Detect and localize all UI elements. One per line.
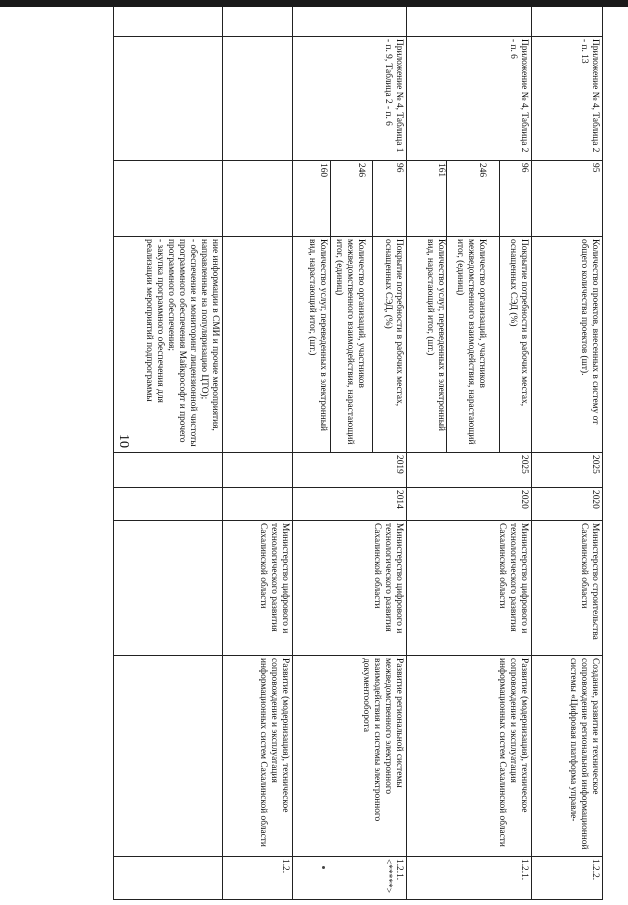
- indicator-text: Покрытие потребности в рабочих местах, оснащенных СЭД, (%): [383, 239, 404, 407]
- row-start-year: 2020: [519, 490, 529, 509]
- row-executor: Министерство цифрового и технологического развития Сахалинской области: [258, 523, 290, 634]
- column-boundary-rule: [113, 856, 602, 857]
- row-number: 1.2.: [280, 859, 290, 874]
- row-start-year: 2020: [590, 490, 600, 509]
- indicator-text: Количество услуг, переведенных в электронный вид, нарастающий итог, (шт.): [307, 239, 328, 432]
- row-reference: Приложение № 4, Таблица 2 - п. 13: [579, 39, 600, 153]
- indicator-text: Количество услуг, переведенных в электронный вид, нарастающий итог, (шт.): [424, 239, 446, 432]
- row-boundary-rule: [292, 7, 293, 900]
- column-boundary-rule: [113, 452, 602, 453]
- indicator-text: Количество организаций, участников межведомственного взаимодействия, нарастающий итог, (единиц): [455, 239, 488, 445]
- column-boundary-rule: [113, 520, 602, 521]
- row-reference: Приложение № 4, Таблица 2 - п. 6: [508, 39, 529, 153]
- row-executor: Министерство цифрового и технологического развития Сахалинской области: [497, 523, 529, 634]
- row-name: Развитие (модернизация), техническое сопровождение и эксплуатация информационных систем Сахалинской области: [258, 658, 290, 847]
- indicator-value: 95: [590, 163, 600, 173]
- column-boundary-rule: [113, 899, 602, 900]
- column-boundary-rule: [113, 36, 602, 37]
- column-boundary-rule: [113, 160, 602, 161]
- indicator-value: 160: [318, 163, 328, 178]
- indicator-text: Количество организаций, участников межведомственного взаимодействия, нарастающий итог, (единиц): [334, 239, 366, 445]
- row-number: 1.2.2.: [590, 859, 600, 881]
- subrow-rule: [330, 160, 331, 452]
- row-name: Развитие региональной системы межведомственного электронного взаимодействия и системы электронного документооборота: [361, 658, 404, 822]
- column-boundary-rule: [113, 487, 602, 488]
- indicator-value: 246: [356, 163, 366, 178]
- row-number: 1.2.1. <*****>: [383, 859, 404, 894]
- row-end-year: 2025: [519, 455, 529, 474]
- indicator-text: Количество проектов, внесенных в систему от общего количества проектов (шт).: [579, 239, 600, 425]
- row-boundary-rule: [222, 7, 223, 900]
- indicator-value: 161: [435, 163, 446, 178]
- page-number: 10: [116, 434, 131, 448]
- row-executor: Министерство цифрового и технологического развития Сахалинской области: [372, 523, 404, 634]
- row-boundary-rule: [602, 7, 603, 900]
- subrow-rule: [446, 160, 447, 452]
- row-name: Создание, развитие и техническое сопровождение региональной информационной системы «Цифровая платформа управле-: [568, 658, 600, 850]
- continued-indicator-text: ние информации в СМИ и прочие мероприятия, направленные на популяризацию ЦТО); - обеспечение и мониторинг лицензионной чистоты программного обеспечения Майкрософт и прочего программного обеспечения; - закупка программного обеспечения для реализации мероприятий подпрограммы: [144, 239, 220, 447]
- row-boundary-rule: [406, 7, 407, 900]
- row-name: Развитие (модернизация), техническое сопровождение и эксплуатация информационных систем Сахалинской области: [497, 658, 529, 847]
- row-number: 1.2.1.: [519, 859, 529, 881]
- indicator-value: 96: [394, 163, 404, 173]
- row-reference: Приложение № 4, Таблица 1 - п. 9, Таблица 2 - п. 6: [383, 39, 404, 153]
- column-boundary-rule: [113, 236, 602, 237]
- scan-speck: [322, 866, 325, 869]
- row-boundary-rule: [113, 7, 114, 900]
- indicator-value: 246: [477, 163, 488, 178]
- row-boundary-rule: [531, 7, 532, 900]
- row-start-year: 2014: [394, 490, 404, 509]
- column-boundary-rule: [113, 655, 602, 656]
- indicator-value: 96: [519, 163, 529, 173]
- row-end-year: 2025: [590, 455, 600, 474]
- row-executor: Министерство строительства Сахалинской области: [579, 523, 600, 640]
- scan-top-edge: [0, 0, 628, 7]
- indicator-text: Покрытие потребности в рабочих местах, оснащенных СЭД (%): [508, 239, 529, 407]
- row-end-year: 2019: [394, 455, 404, 474]
